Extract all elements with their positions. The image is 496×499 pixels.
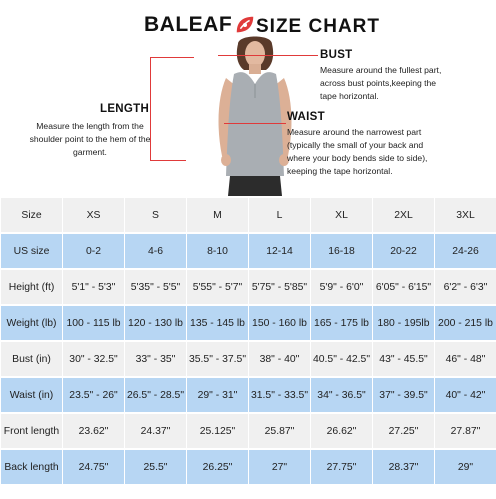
brand-logo: [144, 13, 256, 37]
table-cell: 23.62": [63, 414, 124, 448]
table-cell: 4-6: [125, 234, 186, 268]
table-cell: M: [187, 198, 248, 232]
table-cell: 24.75": [63, 450, 124, 484]
row-header-cell: Height (ft): [1, 270, 62, 304]
length-description: Measure the length from the shoulder point to the hem of the garment.: [29, 121, 151, 157]
bust-description: Measure around the fullest part, across bust points,keeping the tape horizontal.: [320, 65, 442, 101]
bust-heading: BUST: [320, 49, 353, 61]
table-cell: 8-10: [187, 234, 248, 268]
table-cell: 25.5": [125, 450, 186, 484]
table-cell: 24-26: [435, 234, 496, 268]
table-cell: 34" - 36.5": [311, 378, 372, 412]
size-table: [1, 198, 496, 484]
baleaf-leaf-icon: [234, 14, 256, 36]
table-cell: 28.37": [373, 450, 434, 484]
table-cell: 29" - 31": [187, 378, 248, 412]
table-cell: 26.62": [311, 414, 372, 448]
table-cell: 5'9" - 6'0": [311, 270, 372, 304]
table-cell: 2XL: [373, 198, 434, 232]
table-cell: L: [249, 198, 310, 232]
row-header-cell: Back length: [1, 450, 62, 484]
table-cell: 27": [249, 450, 310, 484]
table-cell: 23.5" - 26": [63, 378, 124, 412]
table-cell: XL: [311, 198, 372, 232]
table-cell: 150 - 160 lb: [249, 306, 310, 340]
table-cell: 100 - 115 lb: [63, 306, 124, 340]
size-chart-header: [0, 0, 496, 196]
table-cell: 25.87": [249, 414, 310, 448]
table-cell: 120 - 130 lb: [125, 306, 186, 340]
table-cell: 27.75": [311, 450, 372, 484]
table-cell: 5'35" - 5'5": [125, 270, 186, 304]
table-cell: 43" - 45.5": [373, 342, 434, 376]
row-header-cell: Bust (in): [1, 342, 62, 376]
table-cell: 26.5" - 28.5": [125, 378, 186, 412]
table-cell: 180 - 195lb: [373, 306, 434, 340]
table-cell: 37" - 39.5": [373, 378, 434, 412]
bust-guide-line: [218, 55, 318, 56]
row-header-cell: US size: [1, 234, 62, 268]
length-heading: LENGTH: [100, 103, 150, 115]
table-cell: 6'05" - 6'15": [373, 270, 434, 304]
table-cell: 46" - 48": [435, 342, 496, 376]
table-cell: 20-22: [373, 234, 434, 268]
table-cell: 35.5" - 37.5": [187, 342, 248, 376]
row-header-cell: Waist (in): [1, 378, 62, 412]
row-header-cell: Weight (lb): [1, 306, 62, 340]
table-cell: XS: [63, 198, 124, 232]
table-cell: 135 - 145 lb: [187, 306, 248, 340]
table-cell: 5'55" - 5'7": [187, 270, 248, 304]
row-header-cell: Size: [1, 198, 62, 232]
row-header-cell: Front length: [1, 414, 62, 448]
table-cell: 27.87": [435, 414, 496, 448]
table-cell: S: [125, 198, 186, 232]
table-cell: 12-14: [249, 234, 310, 268]
table-cell: 38" - 40": [249, 342, 310, 376]
table-cell: 26.25": [187, 450, 248, 484]
waist-guide-line: [224, 123, 286, 124]
waist-heading: WAIST: [287, 111, 325, 123]
table-cell: 5'1" - 5'3": [63, 270, 124, 304]
table-cell: 24.37": [125, 414, 186, 448]
table-cell: 40" - 42": [435, 378, 496, 412]
page-title: SIZE CHART: [256, 16, 380, 37]
table-cell: 165 - 175 lb: [311, 306, 372, 340]
table-cell: 3XL: [435, 198, 496, 232]
table-cell: 27.25": [373, 414, 434, 448]
table-cell: 25.125": [187, 414, 248, 448]
table-cell: 33" - 35": [125, 342, 186, 376]
brand-name: BALEAF: [144, 13, 233, 36]
table-cell: 200 - 215 lb: [435, 306, 496, 340]
table-cell: 5'75" - 5'85": [249, 270, 310, 304]
length-guide-line-bottom: [150, 160, 186, 161]
table-cell: 30" - 32.5": [63, 342, 124, 376]
table-cell: 0-2: [63, 234, 124, 268]
table-cell: 31.5" - 33.5": [249, 378, 310, 412]
table-cell: 16-18: [311, 234, 372, 268]
length-guide-line-top: [150, 57, 194, 58]
table-cell: 6'2" - 6'3": [435, 270, 496, 304]
table-cell: 40.5" - 42.5": [311, 342, 372, 376]
waist-description: Measure around the narrowest part (typically the small of your back and where your body bends side to side), keeping the tape horizontal.: [287, 127, 428, 176]
table-cell: 29": [435, 450, 496, 484]
